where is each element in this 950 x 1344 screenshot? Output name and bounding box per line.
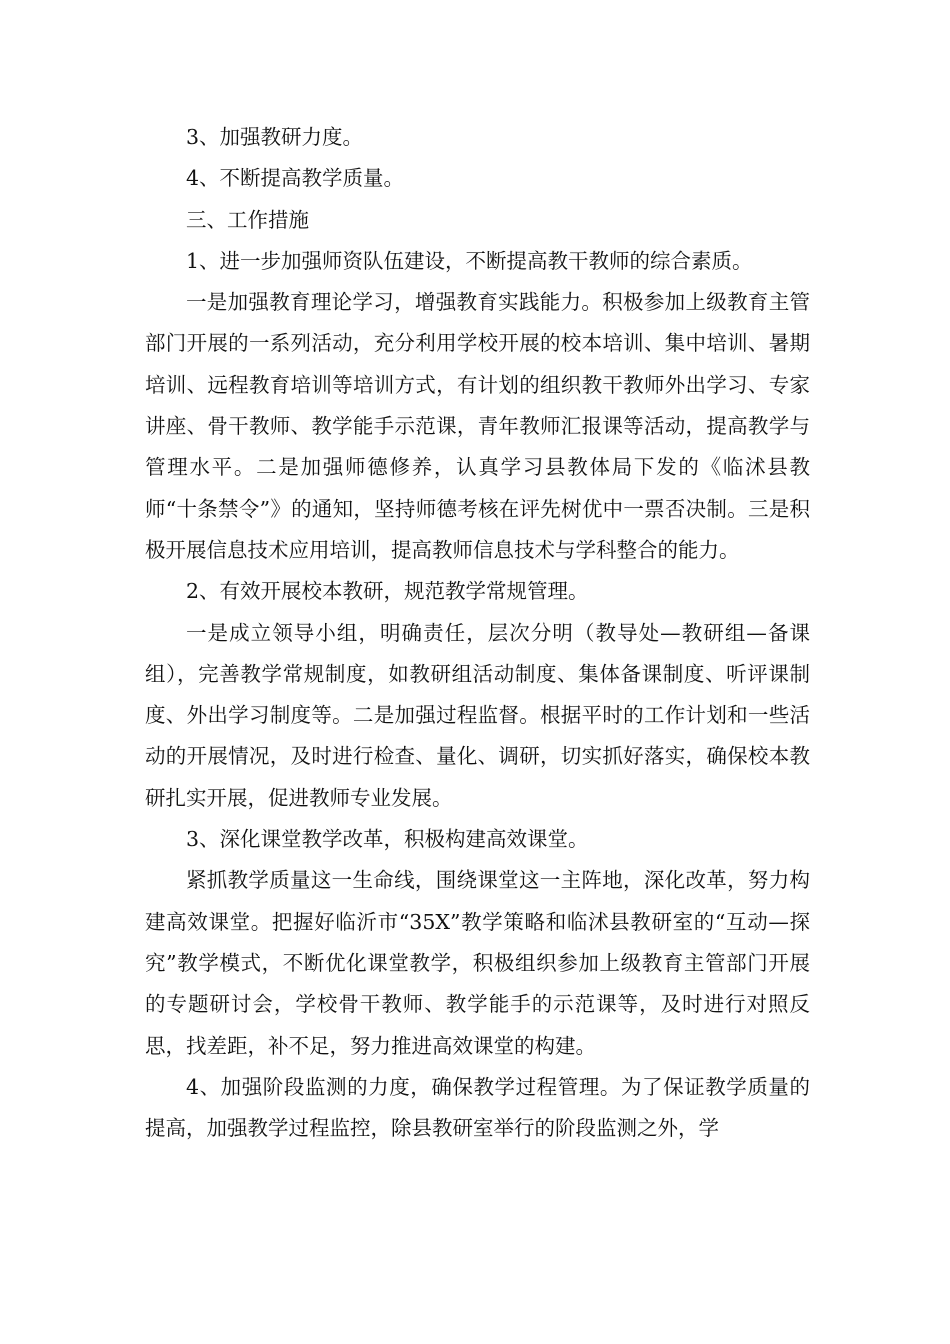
- measure-1-heading: 1、进一步加强师资队伍建设，不断提高教干教师的综合素质。: [186, 248, 753, 273]
- measure-4-paragraph: 4、加强阶段监测的力度，确保教学过程管理。为了保证教学质量的提高，加强教学过程监控，除县教研室举行的阶段监测之外，学: [145, 1074, 810, 1141]
- body-text: [145, 117, 810, 1149]
- measure-1-body: 一是加强教育理论学习，增强教育实践能力。积极参加上级教育主管部门开展的一系列活动，充分利用学校开展的校本培训、集中培训、暑期培训、远程教育培训等培训方式，有计划的组织教干教师外出学习、专家讲座、骨干教师、教学能手示范课，青年教师汇报课等活动，提高教学与管理水平。二是加强师德修养，认真学习县教体局下发的《临沭县教师“十条禁令”》的通知，坚持师德考核在评先树优中一票否决制。三是积极开展信息技术应用培训，提高教师信息技术与学科整合的能力。: [145, 290, 810, 562]
- measure-3-body: 紧抓教学质量这一生命线，围绕课堂这一主阵地，深化改革，努力构建高效课堂。把握好临沂市“35X”教学策略和临沭县教研室的“互动—探究”教学模式，不断优化课堂教学，积极组织参加上级教育主管部门开展的专题研讨会，学校骨干教师、教学能手的示范课等，及时进行对照反思，找差距，补不足，努力推进高效课堂的构建。: [145, 868, 810, 1058]
- measure-2-heading: 2、有效开展校本教研，规范教学常规管理。: [186, 579, 589, 604]
- measure-3-heading: 3、深化课堂教学改革，积极构建高效课堂。: [186, 827, 589, 852]
- section-heading-measures: 三、工作措施: [186, 207, 309, 232]
- measure-2-body: 一是成立领导小组，明确责任，层次分明（教导处—教研组—备课组），完善教学常规制度，如教研组活动制度、集体备课制度、听评课制度、外出学习制度等。二是加强过程监督。根据平时的工作计划和一些活动的开展情况，及时进行检查、量化、调研，切实抓好落实，确保校本教研扎实开展，促进教师专业发展。: [145, 620, 810, 810]
- goal-item-4: 4、不断提高教学质量。: [186, 166, 405, 191]
- goal-item-3: 3、加强教研力度。: [186, 125, 364, 149]
